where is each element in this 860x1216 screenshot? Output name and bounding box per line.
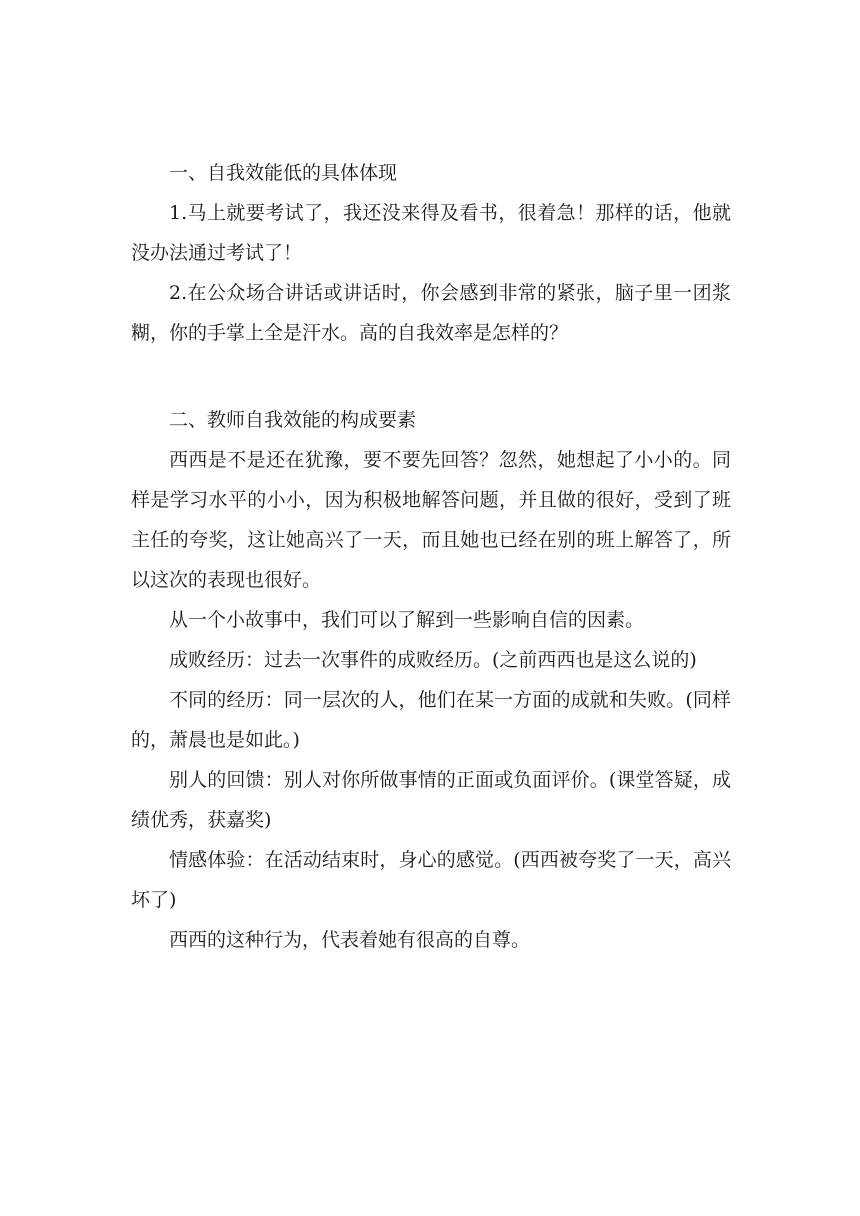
paragraph-success-experience: 成败经历：过去一次事件的成败经历。(之前西西也是这么说的) <box>169 649 697 671</box>
document-body <box>131 153 731 960</box>
paragraph-exam-anxiety: 1.马上就要考试了，我还没来得及看书，很着急！那样的话，他就没办法通过考试了！ <box>131 202 731 264</box>
section-heading-2: 二、教师自我效能的构成要素 <box>169 409 417 431</box>
paragraph-conclusion: 西西的这种行为，代表着她有很高的自尊。 <box>169 929 531 951</box>
paragraph-story-intro: 从一个小故事中，我们可以了解到一些影响自信的因素。 <box>169 609 645 631</box>
paragraph-public-speaking: 2.在公众场合讲话或讲话时，你会感到非常的紧张，脑子里一团浆糊，你的手掌上全是汗水。高的自我效率是怎样的？ <box>131 282 731 344</box>
paragraph-xixi-story: 西西是不是还在犹豫，要不要先回答？忽然，她想起了小小的。同样是学习水平的小小，因为积极地解答问题，并且做的很好，受到了班主任的夸奖，这让她高兴了一天，而且她也已经在别的班上解答了，所以这次的表现也很好。 <box>131 449 731 591</box>
section-spacer <box>131 353 731 400</box>
paragraph-vicarious-experience: 不同的经历：同一层次的人，他们在某一方面的成就和失败。(同样的，萧晨也是如此。) <box>131 689 731 751</box>
paragraph-feedback: 别人的回馈：别人对你所做事情的正面或负面评价。(课堂答疑，成绩优秀，获嘉奖) <box>131 769 731 831</box>
section-heading-1: 一、自我效能低的具体体现 <box>169 162 398 184</box>
paragraph-emotional-experience: 情感体验：在活动结束时，身心的感觉。(西西被夸奖了一天，高兴坏了) <box>131 849 731 911</box>
